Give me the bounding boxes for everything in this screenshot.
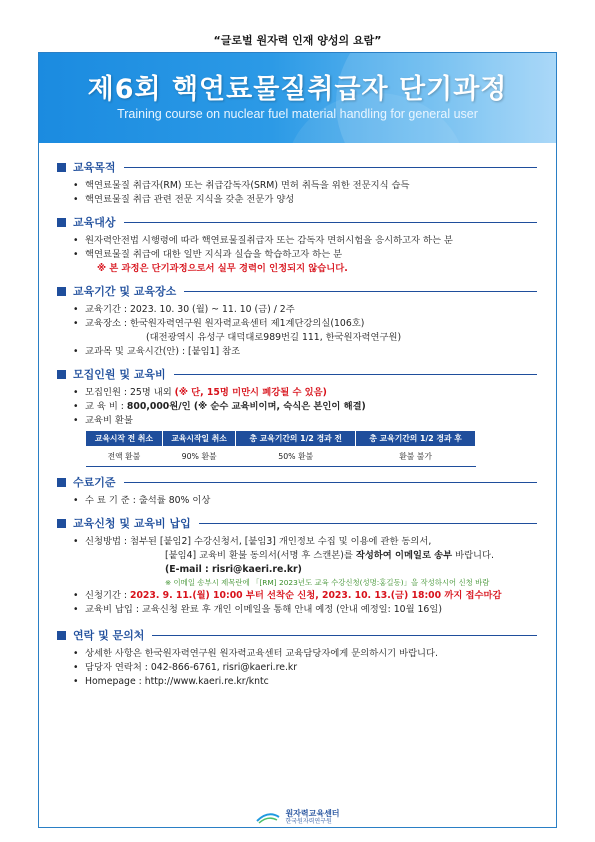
section-divider	[174, 374, 537, 375]
list-item: • 상세한 사항은 한국원자력연구원 원자력교육센터 교육담당자에게 문의하시기 바랍니다.	[57, 647, 537, 661]
section-divider	[124, 482, 537, 483]
table-row	[86, 447, 476, 467]
recruit-count: 모집인원 : 25명 내외	[85, 387, 175, 398]
section-square-icon	[57, 631, 66, 640]
poster-frame	[38, 52, 557, 828]
list-item	[57, 589, 537, 603]
section-square-icon	[57, 478, 66, 487]
section-divider	[124, 222, 537, 223]
section-period	[57, 283, 537, 359]
course-subtitle: Training course on nuclear fuel material handling for general user	[117, 107, 478, 121]
table-cell: 50% 환불	[236, 447, 356, 467]
warning-note: ※ 본 과정은 단기과정으로서 실무 경력이 인정되지 않습니다.	[97, 263, 348, 274]
logo-line1: 원자력교육센터	[285, 809, 340, 818]
method-label: 신청방법 :	[85, 536, 130, 547]
list-item	[57, 386, 537, 400]
recruit-count-note: (※ 단, 15명 미만시 폐강될 수 있음)	[174, 387, 327, 398]
footer-logo	[39, 809, 556, 826]
method-text-emphasis: 작성하여 이메일로 송부	[355, 550, 453, 561]
table-cell: 90% 환불	[162, 447, 235, 467]
kaeri-logo-icon	[255, 811, 281, 825]
section-header	[57, 474, 537, 490]
section-header	[57, 515, 537, 531]
table-cell: 환불 불가	[356, 447, 476, 467]
section-square-icon	[57, 163, 66, 172]
apply-period-value: 2023. 9. 11.(월) 10:00 부터 선착순 신청, 2023. 10. 13.(금) 18:00 까지 접수마감	[129, 590, 502, 601]
method-text-a: [붙임4] 교육비 환불 동의서(서명 후 스캔본)를	[165, 550, 356, 561]
method-text-c: 바랍니다.	[452, 550, 494, 561]
section-title: 교육목적	[73, 161, 116, 174]
table-header-row	[86, 431, 476, 447]
course-title: 제6회 핵연료물질취급자 단기과정	[87, 74, 508, 105]
section-divider	[199, 523, 537, 524]
content-body	[57, 159, 537, 696]
table-header: 총 교육기간의 1/2 경과 전	[236, 431, 356, 447]
section-contact	[57, 627, 537, 689]
table-header: 교육시작 전 취소	[86, 431, 163, 447]
section-title: 교육신청 및 교육비 납입	[73, 517, 191, 530]
section-divider	[124, 167, 537, 168]
list-item: • 원자력안전법 시행령에 따라 핵연료물질취급자 또는 감독자 면허시험을 응시하고자 하는 분	[57, 234, 537, 248]
list-item: • 교육비 환불	[57, 414, 537, 428]
section-divider	[152, 635, 537, 636]
list-item	[57, 400, 537, 414]
section-goal	[57, 159, 537, 207]
list-item: • 담당자 연락처 : 042-866-6761, risri@kaeri.re.kr	[57, 661, 537, 675]
slogan: “글로벌 원자력 인재 양성의 요람”	[213, 34, 382, 47]
section-header	[57, 214, 537, 230]
logo-line2: 한국원자력연구원	[285, 818, 332, 825]
section-title: 모집인원 및 교육비	[73, 368, 166, 381]
title-banner	[39, 53, 556, 143]
list-item: • 교육비 납입 : 교육신청 완료 후 개인 이메일을 통해 안내 예정 (안내 예정일: 10월 16일)	[57, 603, 537, 617]
section-header	[57, 159, 537, 175]
method-note: ※ 이메일 송부시 제목란에 「[RM] 2023년도 교육 수강신청(성명:홍길동)」을 작성하시어 신청 바람	[165, 578, 490, 587]
fee-label: 교 육 비 :	[85, 401, 127, 412]
section-header	[57, 366, 537, 382]
list-item	[57, 535, 537, 549]
table-header: 교육시작일 취소	[162, 431, 235, 447]
method-email: (E-mail : risri@kaeri.re.kr)	[165, 564, 302, 575]
section-title: 교육대상	[73, 216, 116, 229]
list-item: • 핵연료물질 취급 관련 전문 지식을 갖춘 전문가 양성	[57, 193, 537, 207]
section-square-icon	[57, 519, 66, 528]
list-item: • 수 료 기 준 : 출석률 80% 이상	[57, 494, 537, 508]
list-item: • 교육기간 : 2023. 10. 30 (월) ~ 11. 10 (금) / 2주	[57, 303, 537, 317]
method-text-line2	[57, 549, 537, 563]
list-item: • 교육장소 : 한국원자력연구원 원자력교육센터 제1계단강의실(106호)	[57, 317, 537, 331]
refund-table	[85, 430, 476, 467]
table-cell: 전액 환불	[86, 447, 163, 467]
apply-period-label: 신청기간 :	[85, 590, 130, 601]
section-square-icon	[57, 370, 66, 379]
section-header	[57, 627, 537, 643]
logo-text	[285, 809, 339, 826]
list-item: • 교과목 및 교육시간(안) : [붙임1] 참조	[57, 345, 537, 359]
section-square-icon	[57, 287, 66, 296]
section-apply	[57, 515, 537, 617]
list-item: • 핵연료물질 취급에 대한 일반 지식과 실습을 학습하고자 하는 분	[57, 248, 537, 262]
fee-value: 800,000원/인 (※ 순수 교육비이며, 숙식은 본인이 해결)	[126, 401, 366, 412]
address-text: (대전광역시 유성구 대덕대로989번길 111, 한국원자력연구원)	[146, 332, 402, 343]
table-header: 총 교육기간의 1/2 경과 후	[356, 431, 476, 447]
method-text: 첨부된 [붙임2] 수강신청서, [붙임3] 개인정보 수집 및 이용에 관한 동의서,	[129, 536, 432, 547]
list-item: • 핵연료물질 취급자(RM) 또는 취급감독자(SRM) 면허 취득을 위한 전문지식 습득	[57, 179, 537, 193]
section-recruit	[57, 366, 537, 467]
section-title: 연락 및 문의처	[73, 629, 145, 642]
section-square-icon	[57, 218, 66, 227]
list-item: • Homepage : http://www.kaeri.re.kr/kntc	[57, 675, 537, 689]
section-header	[57, 283, 537, 299]
section-title: 수료기준	[73, 476, 116, 489]
section-divider	[184, 291, 537, 292]
section-title: 교육기간 및 교육장소	[73, 285, 177, 298]
section-completion	[57, 474, 537, 508]
section-target	[57, 214, 537, 276]
